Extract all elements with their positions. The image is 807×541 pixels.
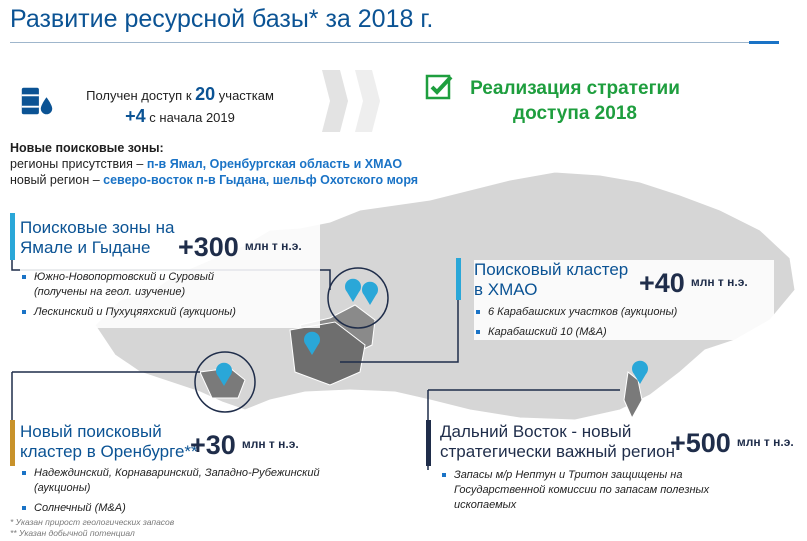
zones-row2-highlight: северо-восток п-в Гыдана, шельф Охотского моря [103, 173, 419, 187]
list-item: Запасы м/р Нептун и Тритон защищены на Государственной комиссии по запасам полезных ископаемых [440, 468, 740, 513]
khmao-accent-bar [456, 258, 461, 300]
yamal-accent-bar [10, 213, 15, 260]
strategy-heading [455, 76, 695, 126]
strategy-line1: Реализация стратегии [470, 78, 680, 99]
fareast-title-line1: Дальний Восток - новый [440, 422, 632, 441]
yamal-title-line1: Поисковые зоны на [20, 218, 175, 237]
list-item: Карабашский 10 (M&A) [474, 325, 774, 340]
fareast-value [670, 428, 794, 459]
orenburg-list [20, 466, 350, 516]
fareast-value-number: +500 [670, 428, 731, 458]
access-stat [60, 84, 300, 128]
arrow-chevrons [322, 70, 380, 132]
list-item: Южно-Новопортовский и Суровый (получены на геол. изучение) [20, 270, 260, 300]
yamal-title-line2: Ямале и Гыдане [20, 238, 151, 257]
orenburg-title-line1: Новый поисковый [20, 422, 162, 441]
fareast-accent-bar [426, 420, 431, 466]
zones-row2-prefix: новый регион – [10, 173, 100, 187]
access-delta-suffix: с начала 2019 [149, 110, 235, 125]
yamal-value-number: +300 [178, 232, 239, 262]
access-prefix: Получен доступ к [86, 88, 192, 103]
access-suffix: участкам [218, 88, 274, 103]
orenburg-accent-bar [10, 420, 15, 466]
khmao-title-line1: Поисковый кластер [474, 260, 629, 279]
new-zones-block [10, 140, 418, 188]
access-number: 20 [195, 84, 216, 104]
footnote-1: * Указан прирост геологических запасов [10, 517, 175, 527]
khmao-title-line2: в ХМАО [474, 280, 538, 299]
khmao-unit: млн т н.э. [690, 275, 748, 289]
zones-row1-highlight: п-в Ямал, Оренбургская область и ХМАО [146, 157, 403, 171]
orenburg-value-number: +30 [190, 430, 236, 460]
yamal-list [20, 270, 260, 320]
fareast-list [440, 468, 740, 513]
new-zones-heading: Новые поисковые зоны: [10, 141, 164, 155]
khmao-value-number: +40 [639, 268, 685, 298]
checkbox-check-icon [425, 74, 453, 102]
access-delta: +4 [125, 106, 146, 126]
yamal-box [20, 218, 320, 328]
list-item: 6 Карабашских участков (аукционы) [474, 305, 774, 320]
zones-row1-prefix: регионы присутствия – [10, 157, 144, 171]
orenburg-title-line2: кластер в Оренбурге** [20, 442, 198, 461]
fareast-title-line2: стратегически важный регион [440, 442, 675, 461]
strategy-line2: доступа 2018 [513, 103, 637, 124]
page-title: Развитие ресурсной базы* за 2018 г. [10, 5, 434, 33]
khmao-box [474, 260, 774, 340]
khmao-value [639, 268, 748, 299]
orenburg-value [190, 430, 299, 461]
list-item: Солнечный (M&A) [20, 501, 350, 516]
footnote-2: ** Указан добычной потенциал [10, 528, 135, 538]
yamal-unit: млн т н.э. [244, 239, 302, 253]
fareast-box [440, 422, 800, 512]
orenburg-box [20, 422, 400, 517]
orenburg-unit: млн т н.э. [241, 437, 299, 451]
yamal-value [178, 232, 302, 263]
oil-barrel-icon [18, 82, 56, 120]
khmao-list [474, 305, 774, 340]
list-item: Надеждинский, Корнаваринский, Западно-Рубежинский (аукционы) [20, 466, 350, 496]
fareast-unit: млн т н.э. [736, 435, 794, 449]
list-item: Лескинский и Пухуцяяхский (аукционы) [20, 305, 260, 320]
